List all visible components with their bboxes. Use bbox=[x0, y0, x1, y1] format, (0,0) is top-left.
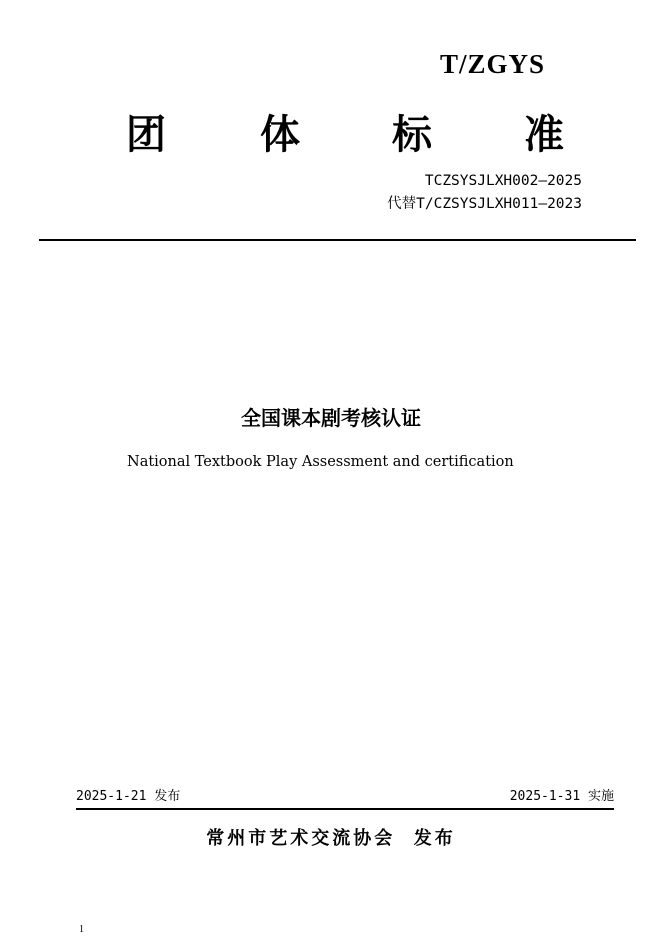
replaces-number: 代替T/CZSYSJLXH011—2023 bbox=[387, 196, 582, 212]
publish-date: 2025-1-21 发布 bbox=[76, 789, 181, 804]
publisher: 常州市艺术交流协会 发布 bbox=[206, 828, 456, 849]
standard-type-char-1: 团 bbox=[126, 112, 166, 158]
page-number: 1 bbox=[79, 924, 84, 935]
footer-divider bbox=[76, 808, 614, 810]
title-english: National Textbook Play Assessment and certification bbox=[127, 454, 514, 470]
standard-type-char-2: 体 bbox=[260, 112, 300, 158]
implement-date: 2025-1-31 实施 bbox=[509, 789, 614, 804]
header-divider bbox=[39, 239, 636, 241]
standard-code: T/ZGYS bbox=[440, 49, 546, 79]
document-number: TCZSYSJLXH002—2025 bbox=[424, 173, 582, 189]
title-chinese: 全国课本剧考核认证 bbox=[241, 406, 421, 430]
standard-type-char-4: 准 bbox=[524, 112, 564, 158]
standard-type-char-3: 标 bbox=[392, 112, 432, 158]
